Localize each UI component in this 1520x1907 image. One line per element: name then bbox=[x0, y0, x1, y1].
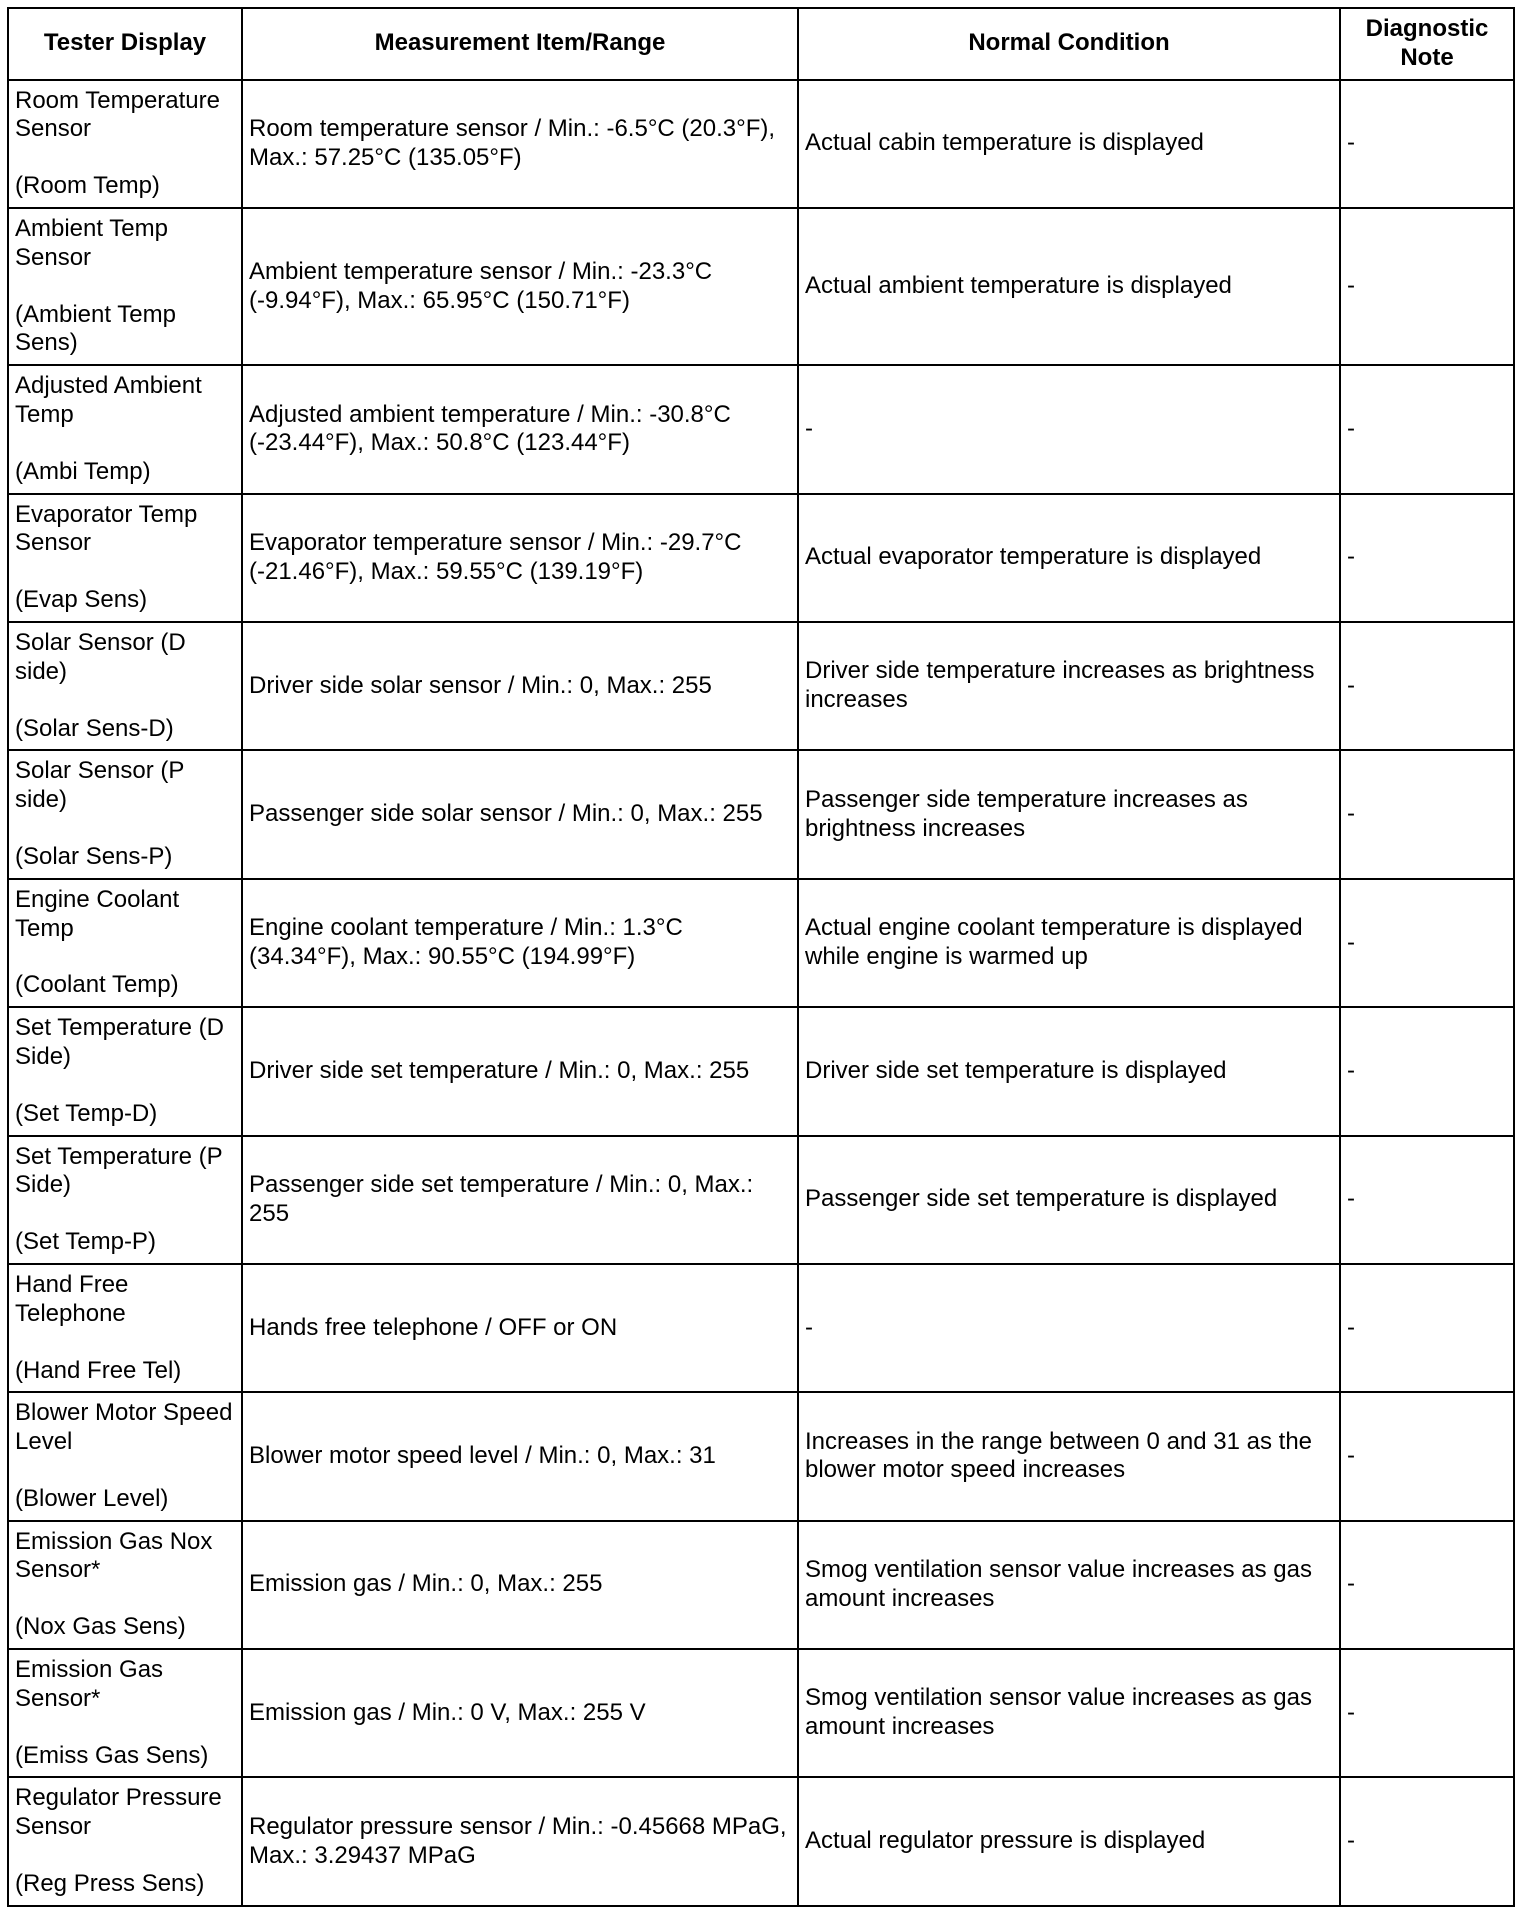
table-row bbox=[8, 622, 1514, 750]
normal-condition-cell: Passenger side temperature increases as brightness increases bbox=[798, 750, 1340, 878]
tester-display-cell bbox=[8, 1136, 242, 1264]
tester-display-name: Set Temperature (P Side) bbox=[15, 1142, 223, 1199]
tester-display-name: Engine Coolant Temp bbox=[15, 885, 180, 942]
diagnostic-note-cell: - bbox=[1340, 622, 1514, 750]
measurement-cell: Adjusted ambient temperature / Min.: -30.8°C (-23.44°F), Max.: 50.8°C (123.44°F) bbox=[242, 365, 798, 493]
table-row bbox=[8, 1136, 1514, 1264]
tester-display-name: Set Temperature (D Side) bbox=[15, 1014, 224, 1070]
header-row bbox=[8, 8, 1514, 80]
normal-condition-cell: Actual cabin temperature is displayed bbox=[798, 80, 1340, 208]
measurement-cell: Driver side set temperature / Min.: 0, Max.: 255 bbox=[242, 1007, 798, 1135]
tester-display-abbr: (Ambient Temp Sens) bbox=[15, 300, 176, 357]
diagnostic-note-cell: - bbox=[1340, 1521, 1514, 1649]
tester-display-cell bbox=[8, 494, 242, 622]
normal-condition-cell: Passenger side set temperature is displayed bbox=[798, 1136, 1340, 1264]
measurement-cell: Emission gas / Min.: 0, Max.: 255 bbox=[242, 1521, 798, 1649]
measurement-cell: Blower motor speed level / Min.: 0, Max.: 31 bbox=[242, 1392, 798, 1520]
measurement-cell: Evaporator temperature sensor / Min.: -29.7°C (-21.46°F), Max.: 59.55°C (139.19°F) bbox=[242, 494, 798, 622]
measurement-cell: Engine coolant temperature / Min.: 1.3°C (34.34°F), Max.: 90.55°C (194.99°F) bbox=[242, 879, 798, 1007]
tester-display-abbr: (Room Temp) bbox=[15, 172, 160, 200]
measurement-cell: Hands free telephone / OFF or ON bbox=[242, 1264, 798, 1392]
normal-condition-cell: Increases in the range between 0 and 31 as the blower motor speed increases bbox=[798, 1392, 1340, 1520]
tester-display-name: Ambient Temp Sensor bbox=[15, 214, 168, 271]
normal-condition-cell: Driver side temperature increases as brightness increases bbox=[798, 622, 1340, 750]
tester-display-name: Regulator Pressure Sensor bbox=[15, 1784, 222, 1841]
table-row bbox=[8, 1392, 1514, 1520]
table-row bbox=[8, 1007, 1514, 1135]
tester-display-abbr: (Emiss Gas Sens) bbox=[15, 1741, 209, 1769]
table-row bbox=[8, 365, 1514, 493]
data-list-table bbox=[7, 7, 1515, 1907]
tester-display-name: Emission Gas Nox Sensor* bbox=[15, 1527, 213, 1584]
header-tester-display: Tester Display bbox=[8, 8, 242, 80]
table-row bbox=[8, 494, 1514, 622]
tester-display-abbr: (Set Temp-D) bbox=[15, 1099, 158, 1127]
measurement-cell: Passenger side set temperature / Min.: 0, Max.: 255 bbox=[242, 1136, 798, 1264]
tester-display-name: Adjusted Ambient Temp bbox=[15, 372, 202, 428]
tester-display-abbr: (Reg Press Sens) bbox=[15, 1870, 205, 1898]
diagnostic-note-cell: - bbox=[1340, 1264, 1514, 1392]
tester-display-abbr: (Nox Gas Sens) bbox=[15, 1613, 186, 1641]
tester-display-cell bbox=[8, 365, 242, 493]
diagnostic-note-cell: - bbox=[1340, 494, 1514, 622]
header-measurement: Measurement Item/Range bbox=[242, 8, 798, 80]
table-row bbox=[8, 1777, 1514, 1905]
tester-display-name: Solar Sensor (P side) bbox=[15, 757, 184, 814]
tester-display-name: Room Temperature Sensor bbox=[15, 86, 220, 143]
tester-display-name: Solar Sensor (D side) bbox=[15, 628, 186, 685]
diagnostic-note-cell: - bbox=[1340, 1136, 1514, 1264]
diagnostic-note-cell: - bbox=[1340, 1649, 1514, 1777]
diagnostic-note-cell: - bbox=[1340, 365, 1514, 493]
tester-display-abbr: (Evap Sens) bbox=[15, 586, 148, 614]
tester-display-cell bbox=[8, 622, 242, 750]
tester-display-abbr: (Set Temp-P) bbox=[15, 1228, 156, 1256]
diagnostic-note-cell: - bbox=[1340, 750, 1514, 878]
tester-display-cell bbox=[8, 1264, 242, 1392]
normal-condition-cell: - bbox=[798, 1264, 1340, 1392]
tester-display-abbr: (Hand Free Tel) bbox=[15, 1356, 182, 1384]
normal-condition-cell: Actual evaporator temperature is displayed bbox=[798, 494, 1340, 622]
table-row bbox=[8, 1649, 1514, 1777]
tester-display-cell bbox=[8, 208, 242, 365]
diagnostic-note-cell: - bbox=[1340, 879, 1514, 1007]
diagnostic-note-cell: - bbox=[1340, 80, 1514, 208]
tester-display-abbr: (Coolant Temp) bbox=[15, 971, 179, 999]
normal-condition-cell: - bbox=[798, 365, 1340, 493]
table-body bbox=[8, 80, 1514, 1906]
tester-display-cell bbox=[8, 80, 242, 208]
tester-display-abbr: (Blower Level) bbox=[15, 1484, 169, 1512]
table-row bbox=[8, 80, 1514, 208]
diagnostic-note-cell: - bbox=[1340, 1007, 1514, 1135]
tester-display-cell bbox=[8, 1649, 242, 1777]
measurement-cell: Room temperature sensor / Min.: -6.5°C (20.3°F), Max.: 57.25°C (135.05°F) bbox=[242, 80, 798, 208]
header-normal-condition: Normal Condition bbox=[798, 8, 1340, 80]
normal-condition-cell: Actual ambient temperature is displayed bbox=[798, 208, 1340, 365]
measurement-cell: Ambient temperature sensor / Min.: -23.3°C (-9.94°F), Max.: 65.95°C (150.71°F) bbox=[242, 208, 798, 365]
diagnostic-note-cell: - bbox=[1340, 1392, 1514, 1520]
tester-display-name: Emission Gas Sensor* bbox=[15, 1656, 164, 1712]
normal-condition-cell: Actual engine coolant temperature is displayed while engine is warmed up bbox=[798, 879, 1340, 1007]
normal-condition-cell: Actual regulator pressure is displayed bbox=[798, 1777, 1340, 1905]
tester-display-abbr: (Ambi Temp) bbox=[15, 457, 151, 485]
diagnostic-note-cell: - bbox=[1340, 1777, 1514, 1905]
tester-display-name: Blower Motor Speed Level bbox=[15, 1399, 233, 1456]
diagnostic-note-cell: - bbox=[1340, 208, 1514, 365]
tester-display-abbr: (Solar Sens-P) bbox=[15, 842, 173, 870]
table-row bbox=[8, 208, 1514, 365]
tester-display-cell bbox=[8, 750, 242, 878]
measurement-cell: Emission gas / Min.: 0 V, Max.: 255 V bbox=[242, 1649, 798, 1777]
tester-display-cell bbox=[8, 1777, 242, 1905]
measurement-cell: Regulator pressure sensor / Min.: -0.45668 MPaG, Max.: 3.29437 MPaG bbox=[242, 1777, 798, 1905]
normal-condition-cell: Smog ventilation sensor value increases as gas amount increases bbox=[798, 1649, 1340, 1777]
header-diagnostic-note: Diagnostic Note bbox=[1340, 8, 1514, 80]
normal-condition-cell: Smog ventilation sensor value increases as gas amount increases bbox=[798, 1521, 1340, 1649]
measurement-cell: Driver side solar sensor / Min.: 0, Max.: 255 bbox=[242, 622, 798, 750]
table-row bbox=[8, 1521, 1514, 1649]
tester-display-name: Hand Free Telephone bbox=[15, 1270, 129, 1327]
table-row bbox=[8, 1264, 1514, 1392]
tester-display-cell bbox=[8, 1392, 242, 1520]
table-row bbox=[8, 879, 1514, 1007]
tester-display-name: Evaporator Temp Sensor bbox=[15, 500, 198, 557]
tester-display-cell bbox=[8, 1007, 242, 1135]
tester-display-cell bbox=[8, 1521, 242, 1649]
tester-display-abbr: (Solar Sens-D) bbox=[15, 714, 174, 742]
tester-display-cell bbox=[8, 879, 242, 1007]
normal-condition-cell: Driver side set temperature is displayed bbox=[798, 1007, 1340, 1135]
measurement-cell: Passenger side solar sensor / Min.: 0, Max.: 255 bbox=[242, 750, 798, 878]
table-row bbox=[8, 750, 1514, 878]
